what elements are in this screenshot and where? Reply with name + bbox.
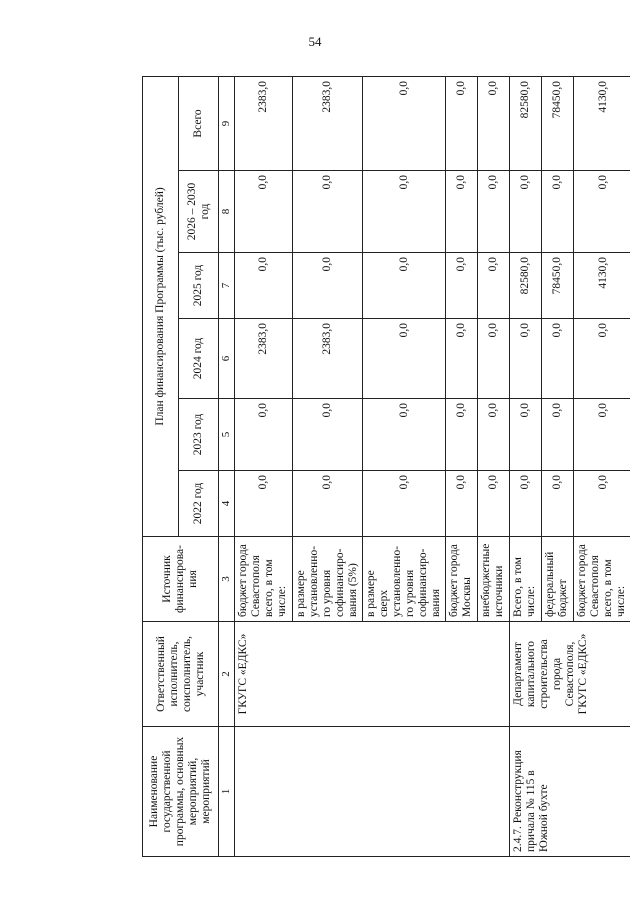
value-total: 0,0 xyxy=(478,76,510,170)
column-number: 8 xyxy=(219,171,235,253)
value-2024: 2383,0 xyxy=(235,319,293,399)
header-year-2026-2030: 2026 – 2030 год xyxy=(179,171,219,253)
column-number: 2 xyxy=(219,622,235,727)
measure-name: 2.4.7. Реконструкция причала № 115 в Южной бухте xyxy=(510,727,630,857)
value-2025: 0,0 xyxy=(293,253,363,319)
funding-source: бюджет города Севастополя всего, в том числе: xyxy=(235,537,293,622)
value-total: 78450,0 xyxy=(542,76,574,170)
value-2022: 0,0 xyxy=(542,471,574,537)
table-row xyxy=(510,76,542,856)
value-2025: 0,0 xyxy=(363,253,446,319)
value-2024: 0,0 xyxy=(510,319,542,399)
column-number-row xyxy=(219,76,235,856)
value-2023: 0,0 xyxy=(446,399,478,471)
value-2022: 0,0 xyxy=(293,471,363,537)
value-2024: 0,0 xyxy=(363,319,446,399)
value-2023: 0,0 xyxy=(293,399,363,471)
value-2026-2030: 0,0 xyxy=(510,171,542,253)
value-total: 0,0 xyxy=(363,76,446,170)
value-total: 82580,0 xyxy=(510,76,542,170)
column-number: 7 xyxy=(219,253,235,319)
column-number: 3 xyxy=(219,537,235,622)
value-2023: 0,0 xyxy=(235,399,293,471)
value-2022: 0,0 xyxy=(510,471,542,537)
table-row xyxy=(235,76,293,856)
financing-table xyxy=(142,76,630,857)
rotated-table-container xyxy=(142,77,627,857)
header-executor: Ответственный исполнитель, соисполнитель, участник xyxy=(143,622,219,727)
value-2023: 0,0 xyxy=(542,399,574,471)
value-total: 2383,0 xyxy=(293,76,363,170)
header-year-2022: 2022 год xyxy=(179,471,219,537)
value-2022: 0,0 xyxy=(235,471,293,537)
value-2022: 0,0 xyxy=(478,471,510,537)
value-2026-2030: 0,0 xyxy=(293,171,363,253)
value-2026-2030: 0,0 xyxy=(235,171,293,253)
value-2024: 0,0 xyxy=(574,319,630,399)
value-2024: 0,0 xyxy=(446,319,478,399)
executor: ГКУГС «ЕДКС» xyxy=(235,622,510,727)
header-plan: План финансирования Программы (тыс. рублей) xyxy=(143,76,179,536)
value-2025: 0,0 xyxy=(446,253,478,319)
value-2024: 0,0 xyxy=(542,319,574,399)
value-2023: 0,0 xyxy=(510,399,542,471)
value-2023: 0,0 xyxy=(363,399,446,471)
value-2026-2030: 0,0 xyxy=(574,171,630,253)
value-2024: 2383,0 xyxy=(293,319,363,399)
value-2023: 0,0 xyxy=(478,399,510,471)
column-number: 5 xyxy=(219,399,235,471)
value-total: 0,0 xyxy=(446,76,478,170)
value-2026-2030: 0,0 xyxy=(363,171,446,253)
value-2026-2030: 0,0 xyxy=(542,171,574,253)
column-number: 6 xyxy=(219,319,235,399)
value-2025: 0,0 xyxy=(235,253,293,319)
value-2022: 0,0 xyxy=(363,471,446,537)
column-number: 4 xyxy=(219,471,235,537)
value-2026-2030: 0,0 xyxy=(478,171,510,253)
value-2025: 78450,0 xyxy=(542,253,574,319)
funding-source: федеральный бюджет xyxy=(542,537,574,622)
header-year-2023: 2023 год xyxy=(179,399,219,471)
value-total: 4130,0 xyxy=(574,76,630,170)
value-2025: 4130,0 xyxy=(574,253,630,319)
value-total: 2383,0 xyxy=(235,76,293,170)
value-2026-2030: 0,0 xyxy=(446,171,478,253)
header-total: Всего xyxy=(179,76,219,170)
column-number: 9 xyxy=(219,76,235,170)
header-source: Источник финансирова-ния xyxy=(143,537,219,622)
value-2022: 0,0 xyxy=(446,471,478,537)
funding-source: в размере установленно-го уровня софинансиро-вания (5%) xyxy=(293,537,363,622)
value-2023: 0,0 xyxy=(574,399,630,471)
header-year-2024: 2024 год xyxy=(179,319,219,399)
header-name: Наименование государственной программы, основных мероприятий, мероприятий xyxy=(143,727,219,857)
funding-source: бюджет города Севастополя всего, в том числе: xyxy=(574,537,630,622)
column-number: 1 xyxy=(219,727,235,857)
header-year-2025: 2025 год xyxy=(179,253,219,319)
funding-source: бюджет города Москвы xyxy=(446,537,478,622)
funding-source: Всего, в том числе: xyxy=(510,537,542,622)
measure-name xyxy=(235,727,510,857)
value-2025: 0,0 xyxy=(478,253,510,319)
value-2025: 82580,0 xyxy=(510,253,542,319)
funding-source: в размере сверх установленно-го уровня софинансиро-вания xyxy=(363,537,446,622)
value-2024: 0,0 xyxy=(478,319,510,399)
funding-source: внебюджетные источники xyxy=(478,537,510,622)
value-2022: 0,0 xyxy=(574,471,630,537)
page-number: 54 xyxy=(308,34,322,49)
executor: Департамент капитального строительства города Севастополя, ГКУГС «ЕДКС» xyxy=(510,622,630,727)
